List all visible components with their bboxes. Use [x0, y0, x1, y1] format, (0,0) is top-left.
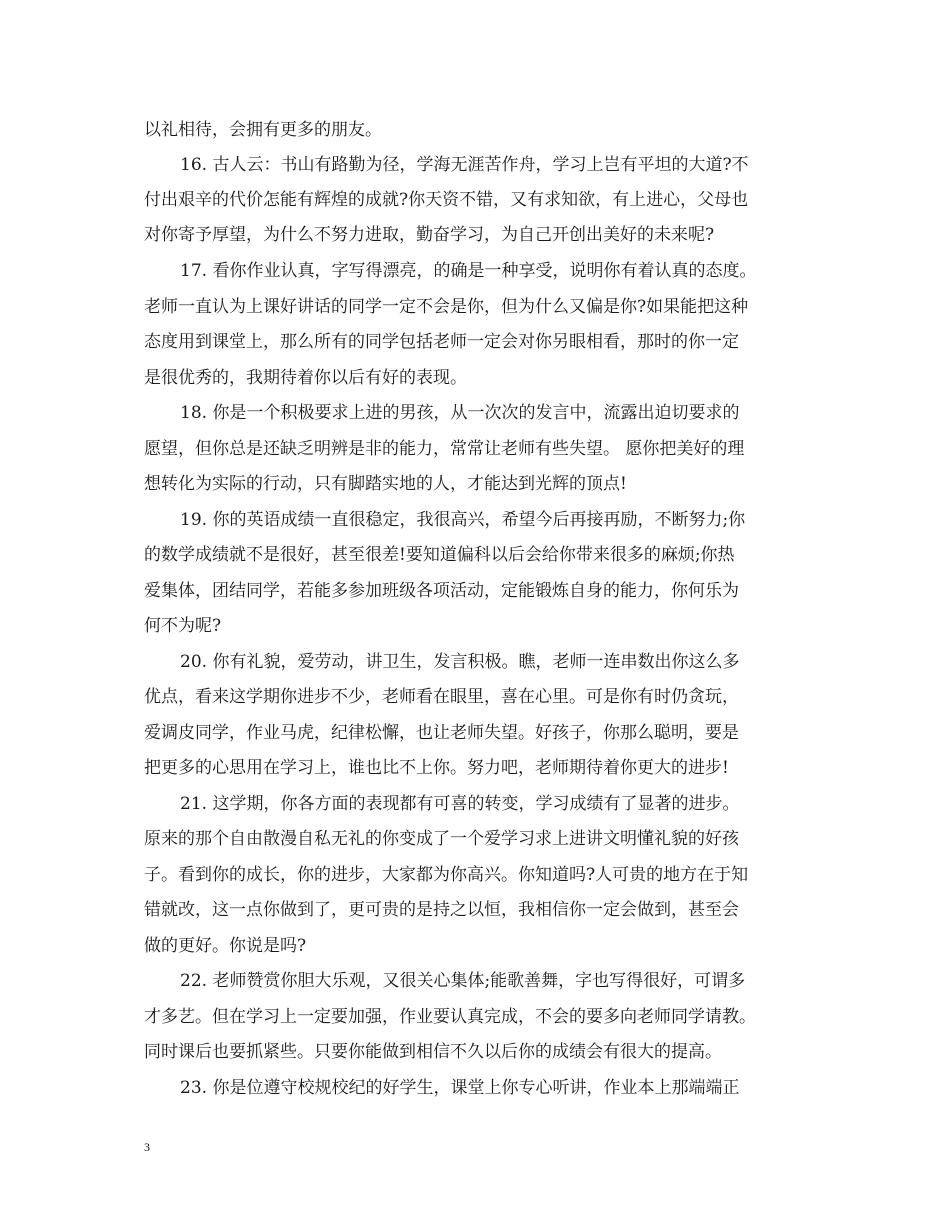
text-line: 20. 你有礼貌，爱劳动，讲卫生，发言积极。瞧，老师一连串数出你这么多 [180, 652, 740, 672]
text-line: 对你寄予厚望，为什么不努力进取，勤奋学习，为自己开创出美好的未来呢? [144, 225, 715, 245]
text-line: 18. 你是一个积极要求上进的男孩，从一次次的发言中，流露出迫切要求的 [180, 403, 740, 423]
text-line: 做的更好。你说是吗? [144, 936, 307, 956]
text-line: 16. 古人云：书山有路勤为径，学海无涯苦作舟，学习上岂有平坦的大道?不 [180, 155, 749, 175]
text-line: 原来的那个自由散漫自私无礼的你变成了一个爱学习求上进讲文明懂礼貌的好孩 [144, 829, 739, 849]
text-line: 愿望，但你总是还缺乏明辨是非的能力，常常让老师有些失望。 愿你把美好的理 [144, 439, 745, 459]
text-line: 19. 你的英语成绩一直很稳定，我很高兴，希望今后再接再励，不断努力;你 [180, 510, 746, 530]
text-line: 爱集体，团结同学，若能多参加班级各项活动，定能锻炼自身的能力，你何乐为 [144, 581, 739, 601]
text-line: 付出艰辛的代价怎能有辉煌的成就?你天资不错，又有求知欲，有上进心，父母也 [144, 190, 749, 210]
text-line: 把更多的心思用在学习上，谁也比不上你。努力吧，老师期待着你更大的进步! [144, 758, 729, 778]
text-line: 何不为呢? [144, 616, 222, 636]
page-number: 3 [144, 1140, 150, 1154]
text-line: 是很优秀的，我期待着你以后有好的表现。 [144, 368, 467, 388]
text-line: 爱调皮同学，作业马虎，纪律松懈，也让老师失望。好孩子，你那么聪明，要是 [144, 723, 739, 743]
text-line: 老师一直认为上课好讲话的同学一定不会是你，但为什么又偏是你?如果能把这种 [144, 297, 749, 317]
text-line: 错就改，这一点你做到了，更可贵的是持之以恒，我相信你一定会做到，甚至会 [144, 900, 739, 920]
text-line: 22. 老师赞赏你胆大乐观，又很关心集体;能歌善舞，字也写得很好，可谓多 [180, 971, 746, 991]
text-line: 同时课后也要抓紧些。只要你能做到相信不久以后你的成绩会有很大的提高。 [144, 1042, 722, 1062]
text-line: 23. 你是位遵守校规校纪的好学生，课堂上你专心听讲，作业本上那端端正 [180, 1078, 740, 1098]
text-line: 想转化为实际的行动，只有脚踏实地的人，才能达到光辉的顶点! [144, 474, 627, 494]
text-line: 的数学成绩就不是很好，甚至很差!要知道偏科以后会给你带来很多的麻烦;你热 [144, 545, 735, 565]
text-line: 子。看到你的成长，你的进步，大家都为你高兴。你知道吗?人可贵的地方在于知 [144, 865, 749, 885]
text-line: 17. 看你作业认真，字写得漂亮，的确是一种享受，说明你有着认真的态度。 [180, 261, 757, 281]
text-line: 以礼相待，会拥有更多的朋友。 [144, 120, 382, 140]
text-line: 才多艺。但在学习上一定要加强，作业要认真完成，不会的要多向老师同学请教。 [144, 1007, 756, 1027]
text-line: 优点，看来这学期你进步不少，老师看在眼里，喜在心里。可是你有时仍贪玩， [144, 687, 739, 707]
text-line: 态度用到课堂上，那么所有的同学包括老师一定会对你另眼相看，那时的你一定 [144, 332, 739, 352]
text-line: 21. 这学期，你各方面的表现都有可喜的转变，学习成绩有了显著的进步。 [180, 794, 740, 814]
